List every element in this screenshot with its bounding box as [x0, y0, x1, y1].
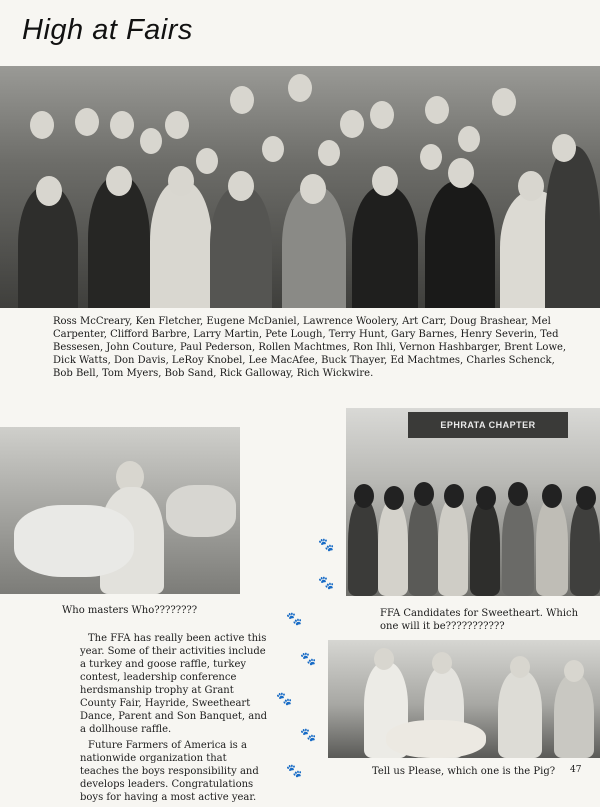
person-silhouette [150, 181, 212, 308]
person-silhouette [545, 146, 600, 308]
sweetheart-photo [346, 408, 600, 596]
article-text [80, 632, 268, 807]
sheep-silhouette [166, 485, 236, 537]
girl-silhouette [408, 496, 438, 596]
girl-silhouette [570, 500, 600, 596]
chapter-banner: EPHRATA CHAPTER [408, 412, 568, 438]
pig-photo-caption: Tell us Please, which one is the Pig? [372, 766, 556, 777]
person-silhouette [554, 674, 594, 758]
page-title: High at Fairs [22, 14, 193, 46]
paw-print-icon: 🐾 [300, 652, 317, 667]
person-silhouette [352, 186, 418, 308]
sweetheart-photo-caption: FFA Candidates for Sweetheart. Which one will it be??????????? [380, 608, 579, 632]
paw-print-icon: 🐾 [300, 728, 317, 743]
person-silhouette [498, 670, 542, 758]
paw-print-icon: 🐾 [276, 692, 293, 707]
paw-print-icon: 🐾 [286, 764, 303, 779]
paw-print-icon: 🐾 [286, 612, 303, 627]
girl-silhouette [502, 496, 534, 596]
sheep-silhouette [14, 505, 134, 577]
sheep-photo-caption: Who masters Who???????? [62, 605, 198, 616]
girl-silhouette [536, 498, 568, 596]
person-silhouette [282, 186, 346, 308]
pig-photo [328, 640, 600, 758]
page-number: 47 [570, 765, 582, 775]
paw-print-icon: 🐾 [318, 538, 335, 553]
girl-silhouette [470, 500, 500, 596]
person-silhouette [210, 186, 272, 308]
pig-silhouette [386, 720, 486, 758]
girl-silhouette [348, 498, 378, 596]
paw-print-icon: 🐾 [318, 576, 335, 591]
group-photo [0, 66, 600, 308]
group-photo-caption: Ross McCreary, Ken Fletcher, Eugene McDaniel, Lawrence Woolery, Art Carr, Doug Brashear, Mel Carpenter, Clifford Barbre, Larry Martin, Pete Lough, Terry Hunt, Gary Barnes, Henry Severin, Ted Bessesen, John Couture, Paul Pederson, Rollen Machtmes, Ron Ihli, Vernon Hashbarger, Brent Lowe, Dick Watts, Don Davis, LeRoy Knobel, Lee MacAfee, Buck Thayer, Ed Machtmes, Charles Schenck, Bob Bell, Tom Myers, Bob Sand, Rick Galloway, Rich Wickwire. [53, 316, 567, 379]
sheep-photo [0, 427, 240, 594]
person-silhouette [425, 181, 495, 308]
article-paragraph: The FFA has really been active this year. Some of their activities include a turkey and goose raffle, turkey contest, leadership conference herdsmanship trophy at Grant County Fair, Hayride, Sweetheart Dance, Parent and Son Banquet, and a dollhouse raffle. [80, 633, 268, 735]
girl-silhouette [378, 500, 408, 596]
girl-silhouette [438, 498, 468, 596]
article-paragraph: Future Farmers of America is a nationwide organization that teaches the boys responsibility and develops leaders. Congratulations boys for having a most active year. [80, 740, 259, 803]
